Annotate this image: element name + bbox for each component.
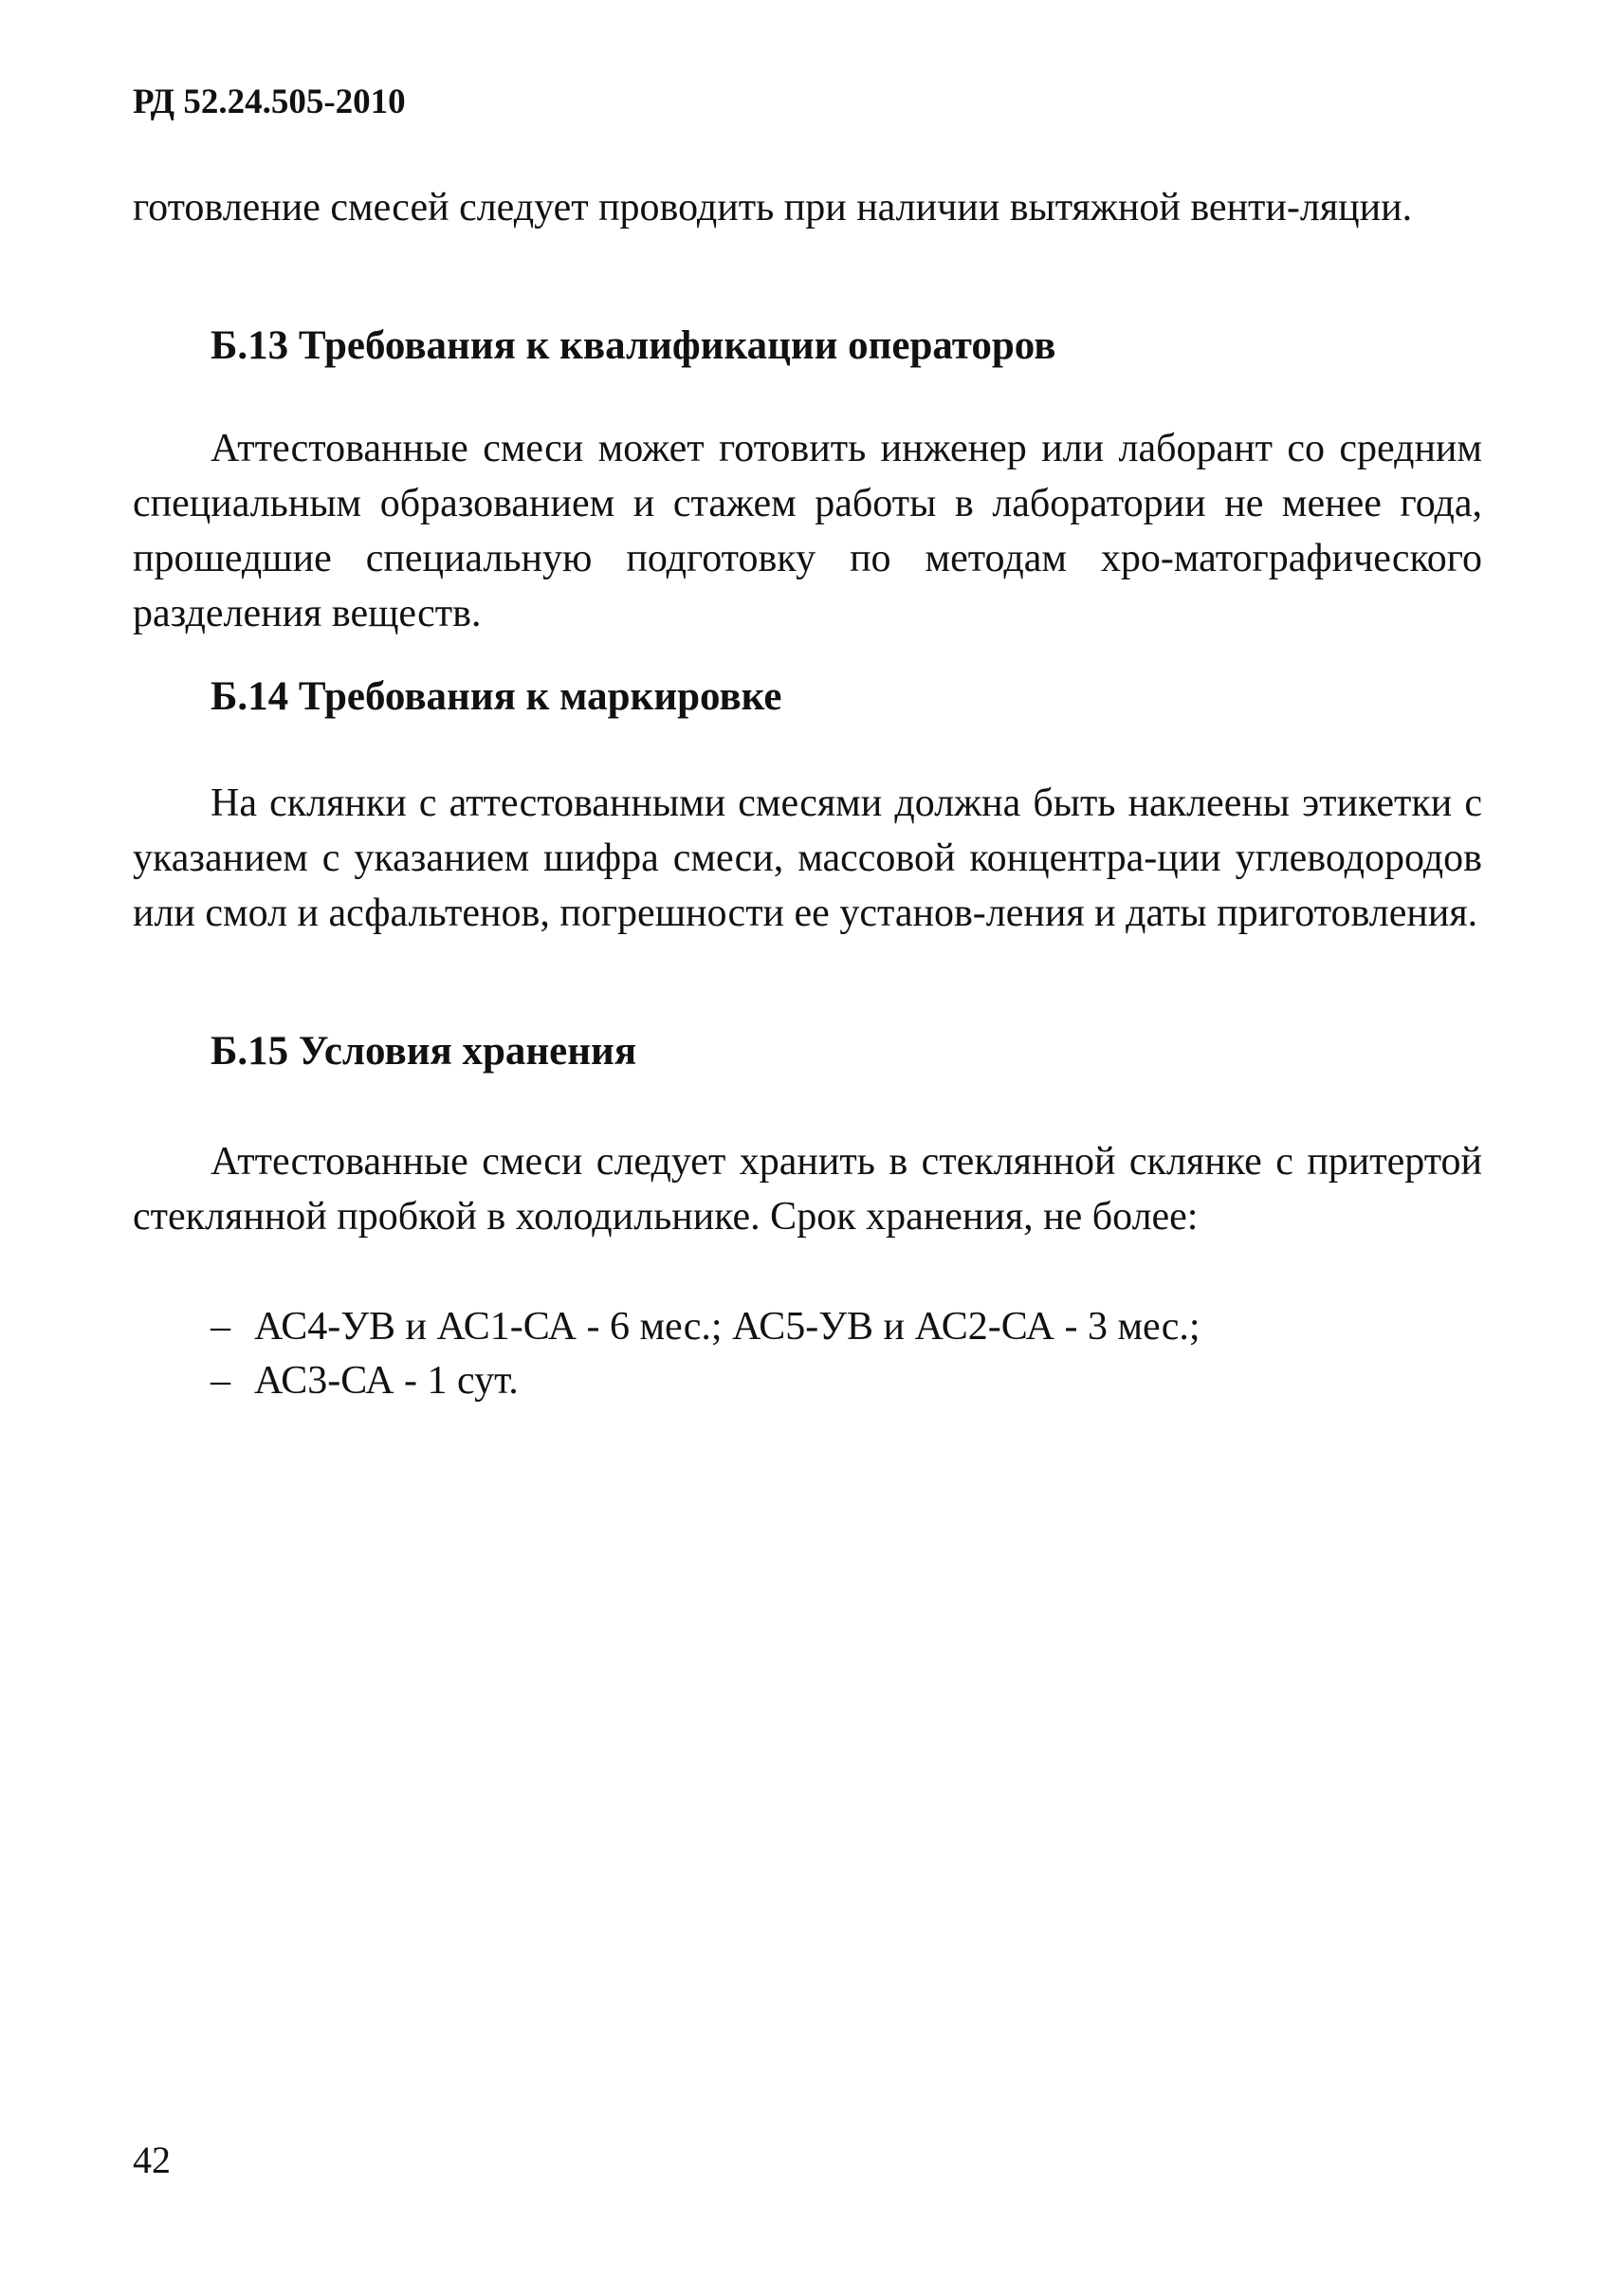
section-body-b14 [133,776,1482,941]
section-heading-b13: Б.13 Требования к квалификации операторов [211,323,1056,368]
running-header-doc-code: РД 52.24.505-2010 [133,83,406,121]
list-dash: – [211,1305,230,1349]
continuation-paragraph [133,180,1482,235]
section-heading-b15: Б.15 Условия хранения [211,1029,637,1074]
paragraph-text: Аттестованные смеси следует хранить в стеклянной склянке с притертой стеклянной пробкой в холодильнике. Срок хранения, не более: [133,1140,1482,1239]
paragraph-text: готовление смесей следует проводить при наличии вытяжной венти-ляции. [133,186,1413,230]
section-body-b13 [133,421,1482,641]
page-number: 42 [133,2139,171,2181]
section-body-b15 [133,1134,1482,1244]
storage-list-item [211,1299,1201,1354]
section-heading-b14: Б.14 Требования к маркировке [211,674,782,719]
paragraph-text: На склянки с аттестованными смесями должна быть наклеены этикетки с указанием с указанием шифра смеси, массовой концентра-ции углеводородов или смол и асфальтенов, погрешности ее установ-ления и даты приготовления. [133,781,1482,935]
list-dash: – [211,1359,230,1403]
list-item-text: АС4-УВ и АС1-СА - 6 мес.; АС5-УВ и АС2-СА - 3 мес.; [254,1305,1201,1349]
list-item-text: АС3-СА - 1 сут. [254,1359,519,1403]
storage-list-item [211,1353,519,1408]
paragraph-text: Аттестованные смеси может готовить инженер или лаборант со средним специальным образованием и стажем работы в лаборатории не менее года, прошедшие специальную подготовку по методам хро-матографического разделения веществ. [133,427,1482,635]
